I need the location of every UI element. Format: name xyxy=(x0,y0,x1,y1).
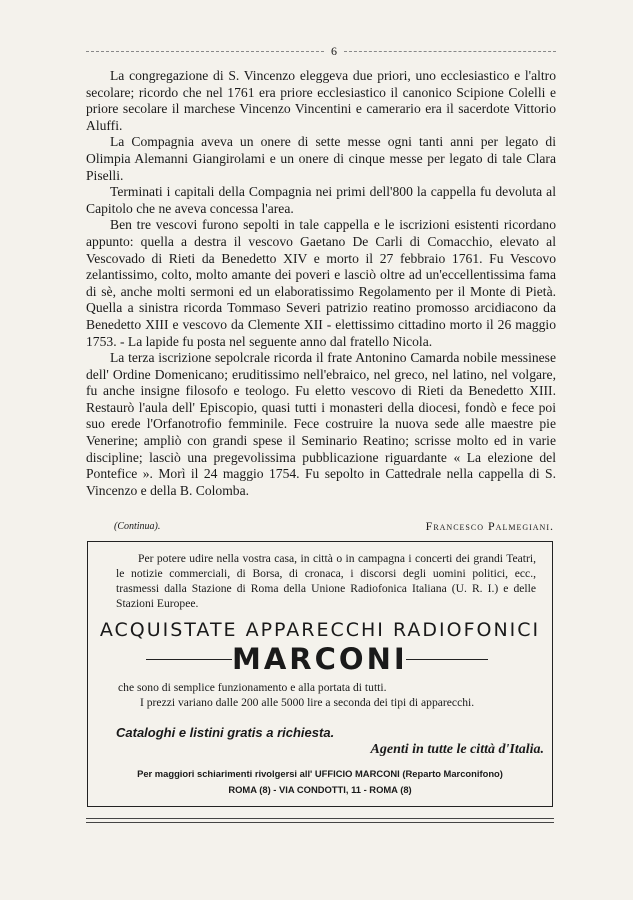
ad-info-line: Per maggiori schiarimenti rivolgersi all' UFFICIO MARCONI (Reparto Marconifono) xyxy=(137,768,503,779)
page-header xyxy=(86,44,556,58)
footer-rule xyxy=(86,822,554,823)
ad-agenti: Agenti in tutte le città d'Italia. xyxy=(370,742,544,757)
ad-cataloghi: Cataloghi e listini gratis a richiesta. xyxy=(116,725,335,740)
signature-line xyxy=(86,519,556,535)
article-paragraph: La congregazione di S. Vincenzo eleggeva due priori, uno ecclesiastico e l'altro secolare; ricordo che nel 1761 era priore ecclesiastico il canonico Scipione Colelli e priore secolare il marchese Vincenzo Vincentini e camerario era il sacerdote Vittorio Aluffi. xyxy=(86,68,556,133)
footer-rule xyxy=(86,818,554,819)
article-paragraph: Terminati i capitali della Compagnia nei primi dell'800 la cappella fu devoluta al Capitolo che ne aveva concessa l'area. xyxy=(86,184,556,216)
article-paragraph: Ben tre vescovi furono sepolti in tale cappella e le iscrizioni esistenti ricordano appunto: quella a destra il vescovo Gaetano De Carli di Comacchio, elevato al Vescovado di Rieti da Benedetto XIV e morto il 27 febbraio 1761. Fu Vescovo zelantissimo, colto, molto amante dei poveri e lasciò oltre ad un'eccellentissima fama di sè, anche molti sermoni ed un elaboratissimo Regolamento per il Monte di Pietà. Quella a sinistra ricorda Tommaso Severi patrizio reatino promosso arcidiacono da Benedetto XIII e vescovo da Clemente XII - elettissimo cittadino morto il 26 maggio 1753. - La lapide fu posta nel seguente anno dal fratello Nicola. xyxy=(86,217,556,349)
ad-body-line: che sono di semplice funzionamento e alla portata di tutti. xyxy=(118,681,387,694)
marconi-advertisement xyxy=(87,541,553,807)
article-paragraph: La terza iscrizione sepolcrale ricorda il frate Antonino Camarda nobile messinese dell' Ordine Domenicano; eruditissimo nell'ebraico, nel greco, nel latino, nel volgare, fu anche insigne filosofo e teologo. Fu eletto vescovo di Rieti da Benedetto XIII. Restaurò l'aula dell' Episcopio, quasi tutti i monasteri della diocesi, fondò e fece poi suo erede l'Orfanotrofio femminile. Fece costruire la nuova sede alle maestre pie Venerine; ampliò con grandi spese il Seminario Reatino; scrisse molto ed in varie discipline; lasciò una pregevolissima pubblicazione riguardante « La elezione del Pontefice ». Morì il 24 maggio 1754. Fu sepolto in Cattedrale nella cappella di S. Vincenzo e della B. Colomba. xyxy=(86,350,556,498)
ad-body xyxy=(118,680,538,710)
ad-intro: Per potere udire nella vostra casa, in città o in campagna i concerti dei grandi Teatri, le notizie commerciali, di Borsa, di cronaca, i discorsi degli uomini politici, ecc., trasmessi dalla Stazione di Roma della Unione Radiofonica Italiana (U. R. I.) e delle Stazioni Europee. xyxy=(116,552,536,610)
ad-headline: ACQUISTATE APPARECCHI RADIOFONICI xyxy=(99,619,541,641)
brand-rule-left xyxy=(146,659,232,660)
ad-body-line: I prezzi variano dalle 200 alle 5000 lire a seconda dei tipi di apparecchi. xyxy=(140,696,475,709)
ad-contact-info xyxy=(94,766,546,798)
ad-info-line: ROMA (8) - VIA CONDOTTI, 11 - ROMA (8) xyxy=(228,784,412,795)
header-rule-right xyxy=(344,51,556,52)
page-number: 6 xyxy=(331,44,337,58)
continua-note: (Continua). xyxy=(114,521,161,532)
brand-rule-right xyxy=(406,659,488,660)
header-rule-left xyxy=(86,51,324,52)
author-name: Francesco Palmegiani. xyxy=(425,519,554,533)
article-body xyxy=(86,68,556,499)
article-paragraph: La Compagnia aveva un onere di sette messe ogni tanti anni per legato di Olimpia Alemanni Giangirolami e un onere di cinque messe per legato di tale Clara Piselli. xyxy=(86,134,556,183)
ad-brand-row xyxy=(94,642,546,678)
ad-brand: MARCONI xyxy=(232,642,408,676)
